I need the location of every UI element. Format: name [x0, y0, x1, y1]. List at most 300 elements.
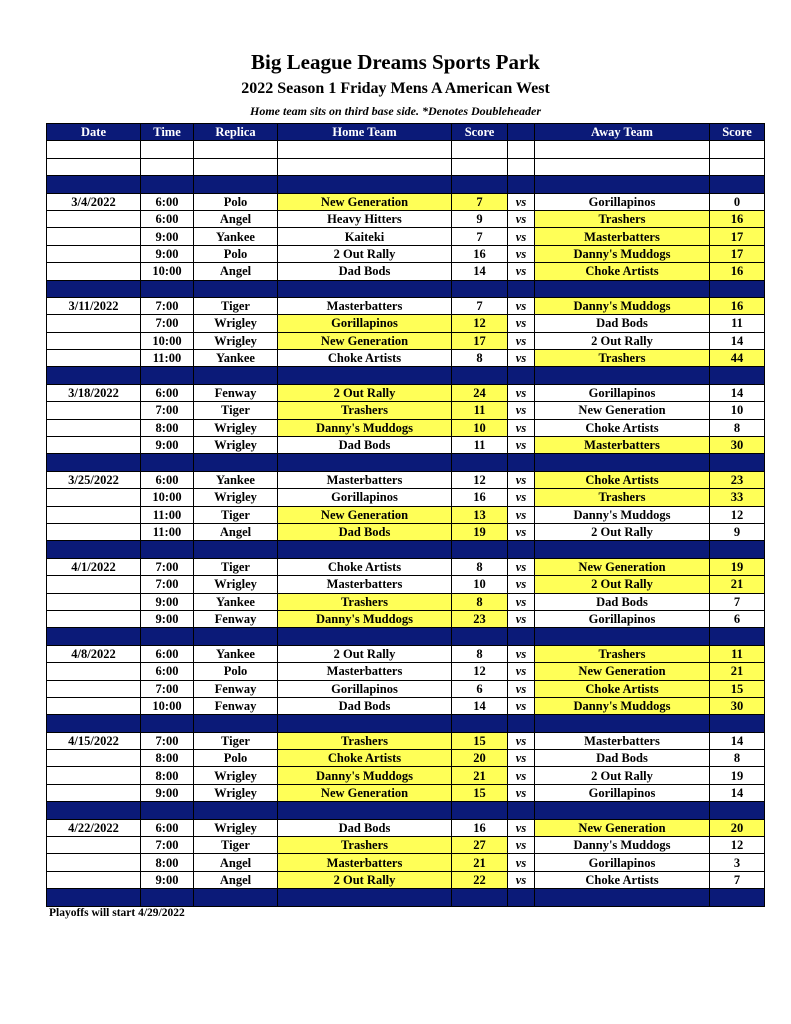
home-team-cell: Trashers: [278, 837, 452, 854]
table-header-row: [47, 124, 765, 141]
separator-cell: [535, 280, 710, 297]
separator-cell: [47, 454, 141, 471]
vs-cell: vs: [508, 506, 535, 523]
vs-cell: vs: [508, 245, 535, 262]
separator-cell: [508, 541, 535, 558]
away-score-cell: 33: [710, 489, 765, 506]
away-team-cell: 2 Out Rally: [535, 332, 710, 349]
replica-cell: [194, 141, 278, 158]
home-score-cell: 15: [452, 732, 508, 749]
vs-cell: vs: [508, 784, 535, 801]
table-row: [47, 297, 765, 314]
time-cell: 9:00: [141, 437, 194, 454]
home-team-cell: Gorillapinos: [278, 680, 452, 697]
away-team-cell: 2 Out Rally: [535, 523, 710, 540]
table-row: [47, 193, 765, 210]
separator-cell: [278, 367, 452, 384]
schedule-table: [46, 123, 765, 907]
time-cell: 7:00: [141, 576, 194, 593]
home-team-cell: Dad Bods: [278, 523, 452, 540]
time-cell: 7:00: [141, 680, 194, 697]
separator-cell: [535, 802, 710, 819]
table-row: [47, 471, 765, 488]
home-team-cell: [278, 158, 452, 175]
away-score-cell: 6: [710, 610, 765, 627]
table-row: [47, 819, 765, 836]
away-team-cell: 2 Out Rally: [535, 576, 710, 593]
separator-cell: [278, 889, 452, 906]
vs-cell: vs: [508, 350, 535, 367]
table-row: [47, 593, 765, 610]
separator-cell: [194, 176, 278, 193]
table-row: [47, 837, 765, 854]
table-row: [47, 576, 765, 593]
time-cell: 6:00: [141, 471, 194, 488]
away-team-cell: Choke Artists: [535, 471, 710, 488]
replica-cell: Fenway: [194, 680, 278, 697]
table-row: [47, 680, 765, 697]
date-cell: [47, 263, 141, 280]
playoffs-note: Playoffs will start 4/29/2022: [49, 907, 185, 919]
vs-cell: vs: [508, 384, 535, 401]
away-score-cell: 23: [710, 471, 765, 488]
replica-cell: Yankee: [194, 350, 278, 367]
date-cell: [47, 210, 141, 227]
away-team-cell: Gorillapinos: [535, 784, 710, 801]
home-team-cell: Choke Artists: [278, 750, 452, 767]
table-row: [47, 437, 765, 454]
separator-cell: [194, 889, 278, 906]
week-separator-row: [47, 802, 765, 819]
vs-cell: vs: [508, 402, 535, 419]
table-row: [47, 228, 765, 245]
home-score-cell: [452, 158, 508, 175]
time-cell: [141, 158, 194, 175]
separator-cell: [452, 628, 508, 645]
away-score-cell: 16: [710, 263, 765, 280]
table-row: [47, 523, 765, 540]
away-team-cell: Dad Bods: [535, 593, 710, 610]
date-cell: [47, 663, 141, 680]
separator-cell: [47, 541, 141, 558]
home-score-cell: 7: [452, 228, 508, 245]
date-cell: [47, 610, 141, 627]
replica-cell: Wrigley: [194, 419, 278, 436]
date-cell: [47, 141, 141, 158]
away-score-cell: 14: [710, 332, 765, 349]
vs-cell: vs: [508, 593, 535, 610]
away-score-cell: 30: [710, 437, 765, 454]
time-cell: 6:00: [141, 663, 194, 680]
page-note: Home team sits on third base side. *Denotes Doubleheader: [250, 104, 541, 118]
vs-cell: vs: [508, 315, 535, 332]
replica-cell: Tiger: [194, 402, 278, 419]
date-cell: [47, 350, 141, 367]
home-team-cell: Dad Bods: [278, 819, 452, 836]
home-score-cell: 16: [452, 819, 508, 836]
replica-cell: Wrigley: [194, 315, 278, 332]
separator-cell: [508, 176, 535, 193]
home-score-cell: 23: [452, 610, 508, 627]
table-row: [47, 210, 765, 227]
time-cell: 9:00: [141, 610, 194, 627]
away-team-cell: New Generation: [535, 663, 710, 680]
replica-cell: Yankee: [194, 593, 278, 610]
separator-cell: [710, 367, 765, 384]
date-cell: [47, 750, 141, 767]
date-cell: 3/4/2022: [47, 193, 141, 210]
replica-cell: Angel: [194, 871, 278, 888]
replica-cell: Yankee: [194, 471, 278, 488]
date-cell: [47, 315, 141, 332]
replica-cell: Angel: [194, 523, 278, 540]
away-team-cell: [535, 141, 710, 158]
home-score-cell: 10: [452, 419, 508, 436]
page-title: Big League Dreams Sports Park: [251, 50, 540, 74]
home-team-cell: Choke Artists: [278, 350, 452, 367]
time-cell: 7:00: [141, 837, 194, 854]
vs-cell: vs: [508, 193, 535, 210]
home-score-cell: 7: [452, 193, 508, 210]
schedule-body: [47, 141, 765, 906]
date-cell: [47, 697, 141, 714]
date-cell: [47, 871, 141, 888]
date-cell: [47, 402, 141, 419]
separator-cell: [710, 454, 765, 471]
table-row: [47, 350, 765, 367]
away-team-cell: Danny's Muddogs: [535, 297, 710, 314]
separator-cell: [141, 889, 194, 906]
separator-cell: [452, 541, 508, 558]
separator-cell: [278, 715, 452, 732]
home-score-cell: 10: [452, 576, 508, 593]
away-score-cell: [710, 158, 765, 175]
table-row: [47, 489, 765, 506]
replica-cell: Yankee: [194, 228, 278, 245]
table-row: [47, 610, 765, 627]
time-cell: 11:00: [141, 350, 194, 367]
home-team-cell: Masterbatters: [278, 854, 452, 871]
home-team-cell: New Generation: [278, 332, 452, 349]
home-team-cell: Gorillapinos: [278, 489, 452, 506]
time-cell: 8:00: [141, 767, 194, 784]
time-cell: 10:00: [141, 332, 194, 349]
home-score-cell: 13: [452, 506, 508, 523]
home-score-cell: 21: [452, 854, 508, 871]
home-team-cell: Danny's Muddogs: [278, 767, 452, 784]
time-cell: 7:00: [141, 402, 194, 419]
separator-cell: [278, 176, 452, 193]
time-cell: 9:00: [141, 228, 194, 245]
replica-cell: Angel: [194, 854, 278, 871]
date-cell: [47, 784, 141, 801]
separator-cell: [47, 280, 141, 297]
separator-cell: [508, 628, 535, 645]
home-score-cell: 9: [452, 210, 508, 227]
separator-cell: [710, 280, 765, 297]
separator-cell: [278, 628, 452, 645]
separator-cell: [141, 176, 194, 193]
replica-cell: Fenway: [194, 610, 278, 627]
time-cell: 9:00: [141, 871, 194, 888]
away-team-cell: Dad Bods: [535, 315, 710, 332]
replica-cell: Angel: [194, 263, 278, 280]
away-team-cell: Gorillapinos: [535, 193, 710, 210]
date-cell: [47, 680, 141, 697]
separator-cell: [141, 454, 194, 471]
separator-cell: [278, 802, 452, 819]
away-score-cell: 16: [710, 210, 765, 227]
vs-cell: vs: [508, 767, 535, 784]
home-team-cell: Danny's Muddogs: [278, 419, 452, 436]
home-score-cell: 11: [452, 437, 508, 454]
table-row: [47, 141, 765, 158]
separator-cell: [194, 715, 278, 732]
week-separator-row: [47, 541, 765, 558]
time-cell: [141, 141, 194, 158]
vs-cell: vs: [508, 489, 535, 506]
home-team-cell: Dad Bods: [278, 697, 452, 714]
home-score-cell: 20: [452, 750, 508, 767]
replica-cell: Wrigley: [194, 819, 278, 836]
away-score-cell: 0: [710, 193, 765, 210]
home-score-cell: 6: [452, 680, 508, 697]
away-team-cell: Trashers: [535, 350, 710, 367]
separator-cell: [710, 541, 765, 558]
away-team-cell: Trashers: [535, 645, 710, 662]
date-cell: 4/22/2022: [47, 819, 141, 836]
separator-cell: [194, 367, 278, 384]
separator-cell: [47, 367, 141, 384]
home-score-cell: 19: [452, 523, 508, 540]
replica-cell: Tiger: [194, 506, 278, 523]
separator-cell: [194, 280, 278, 297]
home-score-cell: 12: [452, 315, 508, 332]
time-cell: 6:00: [141, 210, 194, 227]
away-score-cell: 8: [710, 750, 765, 767]
table-row: [47, 784, 765, 801]
separator-cell: [452, 454, 508, 471]
away-team-cell: Masterbatters: [535, 437, 710, 454]
separator-cell: [508, 454, 535, 471]
home-team-cell: 2 Out Rally: [278, 245, 452, 262]
away-team-cell: Gorillapinos: [535, 384, 710, 401]
home-team-cell: Masterbatters: [278, 297, 452, 314]
table-row: [47, 871, 765, 888]
col-header-home-team: Home Team: [278, 124, 452, 141]
home-team-cell: Choke Artists: [278, 558, 452, 575]
separator-cell: [194, 628, 278, 645]
home-team-cell: New Generation: [278, 784, 452, 801]
separator-cell: [535, 454, 710, 471]
away-score-cell: 11: [710, 315, 765, 332]
away-score-cell: 12: [710, 506, 765, 523]
table-row: [47, 645, 765, 662]
separator-cell: [710, 802, 765, 819]
date-cell: [47, 506, 141, 523]
replica-cell: Wrigley: [194, 489, 278, 506]
time-cell: 6:00: [141, 384, 194, 401]
vs-cell: vs: [508, 750, 535, 767]
home-team-cell: Dad Bods: [278, 437, 452, 454]
separator-cell: [710, 176, 765, 193]
vs-cell: vs: [508, 837, 535, 854]
table-row: [47, 854, 765, 871]
date-cell: [47, 854, 141, 871]
time-cell: 7:00: [141, 732, 194, 749]
week-separator-row: [47, 176, 765, 193]
page-subtitle: 2022 Season 1 Friday Mens A American West: [241, 80, 550, 97]
col-header-vs: [508, 124, 535, 141]
away-score-cell: 12: [710, 837, 765, 854]
away-score-cell: 14: [710, 732, 765, 749]
date-cell: 4/8/2022: [47, 645, 141, 662]
replica-cell: [194, 158, 278, 175]
time-cell: 8:00: [141, 854, 194, 871]
time-cell: 7:00: [141, 297, 194, 314]
separator-cell: [710, 889, 765, 906]
home-score-cell: 24: [452, 384, 508, 401]
away-score-cell: 44: [710, 350, 765, 367]
vs-cell: [508, 158, 535, 175]
away-score-cell: 10: [710, 402, 765, 419]
home-score-cell: 8: [452, 350, 508, 367]
replica-cell: Polo: [194, 750, 278, 767]
table-row: [47, 315, 765, 332]
away-score-cell: 16: [710, 297, 765, 314]
home-score-cell: 15: [452, 784, 508, 801]
away-score-cell: 9: [710, 523, 765, 540]
replica-cell: Tiger: [194, 837, 278, 854]
separator-cell: [141, 280, 194, 297]
time-cell: 9:00: [141, 245, 194, 262]
home-score-cell: 8: [452, 558, 508, 575]
col-header-home-score: Score: [452, 124, 508, 141]
separator-cell: [141, 628, 194, 645]
vs-cell: vs: [508, 523, 535, 540]
away-score-cell: 7: [710, 593, 765, 610]
away-team-cell: Masterbatters: [535, 228, 710, 245]
away-team-cell: Dad Bods: [535, 750, 710, 767]
separator-cell: [710, 715, 765, 732]
away-team-cell: Trashers: [535, 489, 710, 506]
separator-cell: [508, 802, 535, 819]
time-cell: 7:00: [141, 558, 194, 575]
date-cell: [47, 576, 141, 593]
date-cell: [47, 593, 141, 610]
replica-cell: Tiger: [194, 732, 278, 749]
home-team-cell: Trashers: [278, 593, 452, 610]
replica-cell: Wrigley: [194, 784, 278, 801]
separator-cell: [535, 715, 710, 732]
away-team-cell: New Generation: [535, 558, 710, 575]
time-cell: 7:00: [141, 315, 194, 332]
separator-cell: [194, 802, 278, 819]
week-separator-row: [47, 280, 765, 297]
home-team-cell: Trashers: [278, 402, 452, 419]
away-score-cell: 7: [710, 871, 765, 888]
vs-cell: [508, 141, 535, 158]
separator-cell: [508, 715, 535, 732]
separator-cell: [47, 628, 141, 645]
home-team-cell: Masterbatters: [278, 663, 452, 680]
table-row: [47, 697, 765, 714]
table-row: [47, 245, 765, 262]
home-team-cell: 2 Out Rally: [278, 384, 452, 401]
date-cell: 4/1/2022: [47, 558, 141, 575]
away-score-cell: 3: [710, 854, 765, 871]
away-team-cell: Danny's Muddogs: [535, 697, 710, 714]
vs-cell: vs: [508, 558, 535, 575]
away-score-cell: 21: [710, 576, 765, 593]
separator-cell: [535, 628, 710, 645]
vs-cell: vs: [508, 263, 535, 280]
replica-cell: Polo: [194, 245, 278, 262]
away-team-cell: Danny's Muddogs: [535, 245, 710, 262]
vs-cell: vs: [508, 854, 535, 871]
col-header-replica: Replica: [194, 124, 278, 141]
away-score-cell: [710, 141, 765, 158]
time-cell: 8:00: [141, 750, 194, 767]
date-cell: [47, 837, 141, 854]
home-score-cell: 14: [452, 697, 508, 714]
home-score-cell: 8: [452, 645, 508, 662]
home-score-cell: [452, 141, 508, 158]
home-score-cell: 14: [452, 263, 508, 280]
separator-cell: [452, 176, 508, 193]
date-cell: [47, 489, 141, 506]
away-score-cell: 15: [710, 680, 765, 697]
separator-cell: [710, 628, 765, 645]
col-header-away-team: Away Team: [535, 124, 710, 141]
separator-cell: [141, 802, 194, 819]
away-score-cell: 17: [710, 245, 765, 262]
away-team-cell: Gorillapinos: [535, 610, 710, 627]
col-header-date: Date: [47, 124, 141, 141]
table-row: [47, 263, 765, 280]
table-row: [47, 750, 765, 767]
date-cell: [47, 228, 141, 245]
separator-cell: [47, 802, 141, 819]
date-cell: [47, 332, 141, 349]
vs-cell: vs: [508, 471, 535, 488]
home-team-cell: New Generation: [278, 506, 452, 523]
away-score-cell: 8: [710, 419, 765, 436]
time-cell: 11:00: [141, 506, 194, 523]
home-team-cell: Masterbatters: [278, 576, 452, 593]
vs-cell: vs: [508, 332, 535, 349]
separator-cell: [508, 280, 535, 297]
away-team-cell: Gorillapinos: [535, 854, 710, 871]
separator-cell: [47, 715, 141, 732]
separator-cell: [452, 802, 508, 819]
vs-cell: vs: [508, 297, 535, 314]
replica-cell: Yankee: [194, 645, 278, 662]
date-cell: [47, 523, 141, 540]
away-team-cell: [535, 158, 710, 175]
home-score-cell: 16: [452, 245, 508, 262]
separator-cell: [141, 541, 194, 558]
table-row: [47, 402, 765, 419]
table-row: [47, 419, 765, 436]
replica-cell: Wrigley: [194, 437, 278, 454]
replica-cell: Wrigley: [194, 332, 278, 349]
home-team-cell: Dad Bods: [278, 263, 452, 280]
home-team-cell: New Generation: [278, 193, 452, 210]
vs-cell: vs: [508, 697, 535, 714]
week-separator-row: [47, 454, 765, 471]
time-cell: 6:00: [141, 193, 194, 210]
